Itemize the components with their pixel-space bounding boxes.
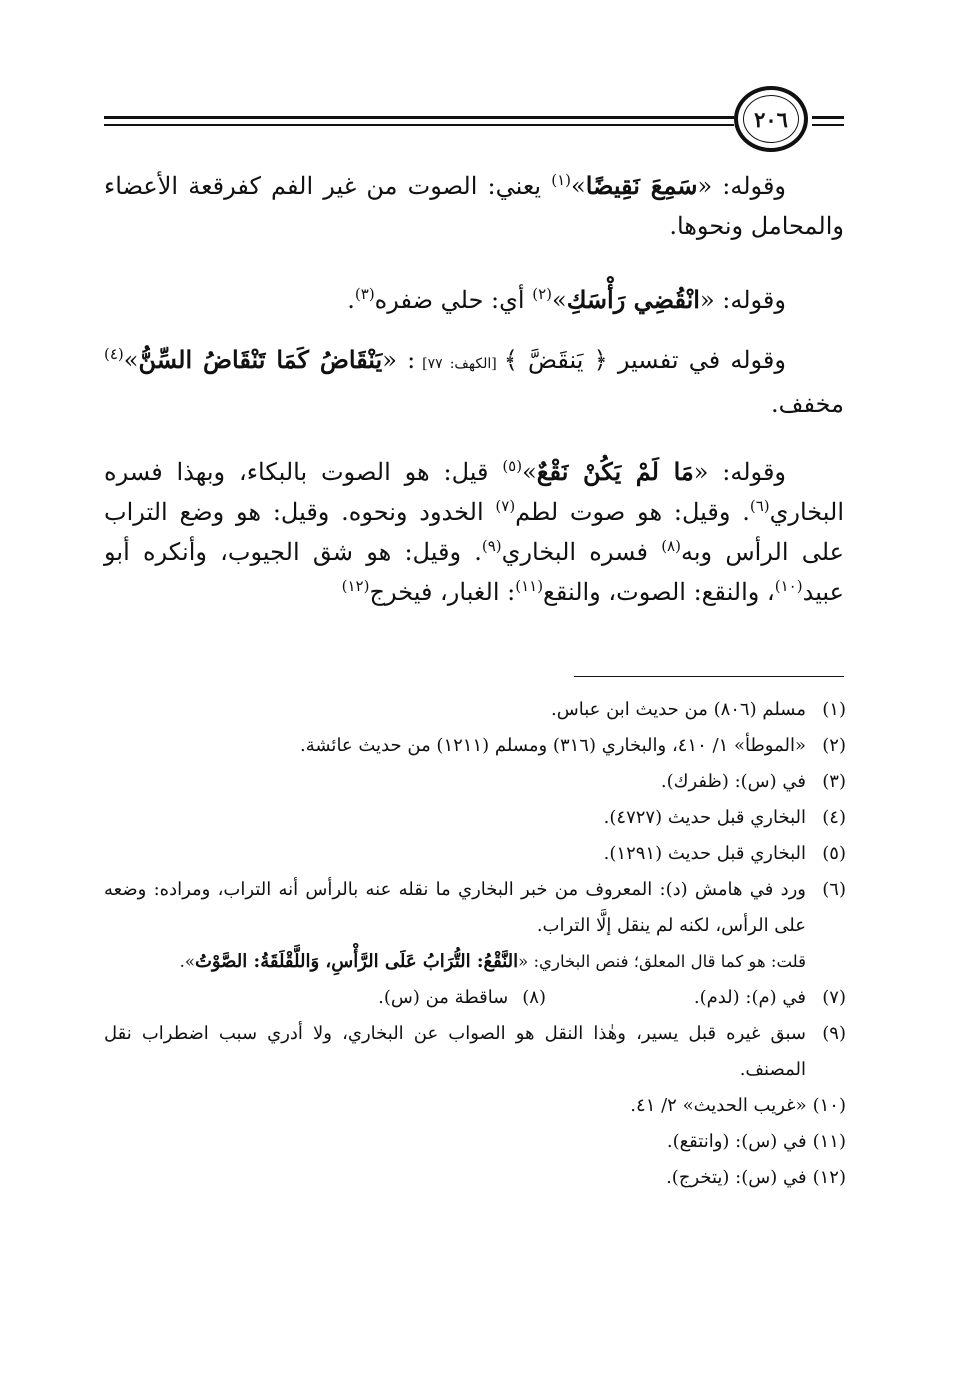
footnote-ref-3[interactable]: (٣) — [354, 285, 375, 303]
footnotes-section — [104, 692, 846, 1196]
p4-s1: قيل: هو الصوت بالبكاء، وبهذا فسره البخاري — [104, 458, 845, 526]
footnote-text: البخاري قبل حديث (١٢٩١). — [603, 843, 806, 864]
footnote-6-note-lead: قلت: هو كما قال المعلق؛ فنص البخاري: « — [518, 952, 806, 971]
p4-lead: وقوله: « — [693, 458, 787, 486]
footnote-6-text: ورد في هامش (د): المعروف من خبر البخاري ما نقله عنه بالرأس أنه التراب، ومراده: وضعه على الرأس، لكنه لم ينقل إلَّا التراب. — [104, 879, 806, 936]
p3-open: : « — [382, 346, 416, 374]
p4-s5: . وقيل: هو شق الجيوب، وأنكره أبو عبيد — [104, 538, 844, 606]
footnote-12 — [104, 1160, 846, 1196]
paragraph-3 — [104, 340, 844, 424]
p2-mid: أي: حلي ضفره — [374, 286, 533, 314]
p3-quote: يَنْقَاضُ كَمَا تَنْقَاضُ السِّنُّ — [138, 345, 383, 374]
footnote-7 — [546, 980, 846, 1016]
page-number: ٢٠٦ — [754, 106, 788, 132]
p3-end: مخفف. — [771, 390, 844, 418]
p3-verse: يَنقَضَّ — [517, 346, 594, 374]
p4-close: » — [522, 458, 537, 486]
footnote-number: (٣) — [822, 771, 846, 792]
p3-lead: وقوله في تفسير ﴿ — [593, 346, 786, 374]
footnote-text: «الموطأ» ١/ ٤١٠، والبخاري (٣١٦) ومسلم (١٢١١) من حديث عائشة. — [300, 735, 806, 756]
footnote-9 — [104, 1016, 846, 1088]
footnote-number: (١١) — [812, 1131, 846, 1152]
footnote-text: ساقطة من (س). — [378, 987, 509, 1008]
footnote-ref-6[interactable]: (٦) — [749, 497, 770, 515]
footnote-10 — [104, 1088, 846, 1124]
footnote-number: (٤) — [822, 807, 846, 828]
p3-verse-close: ﴾ — [503, 346, 518, 374]
footnote-1 — [104, 692, 846, 728]
footnote-number: (٦) — [822, 879, 846, 900]
paragraph-2 — [104, 280, 844, 320]
paragraph-1 — [104, 166, 844, 246]
footnote-text: «غريب الحديث» ٢/ ٤١. — [630, 1095, 807, 1116]
p4-s6: ، والنقع: الصوت، والنقع — [543, 578, 775, 606]
header-rule-right-thick — [812, 116, 844, 119]
footnote-text: في (م): (لدم). — [693, 987, 806, 1008]
footnote-8 — [378, 980, 546, 1016]
footnote-ref-1[interactable]: (١) — [551, 171, 571, 189]
footnote-ref-12[interactable]: (١٢) — [341, 577, 370, 595]
footnote-ref-4[interactable]: (٤) — [104, 345, 124, 363]
footnote-text — [104, 872, 806, 980]
p3-surah-ref: [الكهف: ٧٧] — [415, 356, 504, 372]
footnote-number: (٨) — [522, 987, 546, 1008]
footnote-ref-5[interactable]: (٥) — [502, 457, 523, 475]
footnote-text: في (س): (وانتقع). — [666, 1131, 807, 1152]
footnote-5 — [104, 836, 846, 872]
p4-s3: الخدود ونحوه. وقيل: هو وضع التراب على الرأس وبه — [104, 498, 844, 566]
footnote-2 — [104, 728, 846, 764]
footnote-ref-9[interactable]: (٩) — [481, 537, 502, 555]
footnote-number: (١٠) — [812, 1095, 846, 1116]
footnote-text: مسلم (٨٠٦) من حديث ابن عباس. — [551, 699, 806, 720]
footnote-number: (٢) — [822, 735, 846, 756]
p1-lead: وقوله: « — [697, 172, 787, 200]
footnote-ref-11[interactable]: (١١) — [515, 577, 544, 595]
footnote-number: (١٢) — [812, 1167, 846, 1188]
footnote-text: البخاري قبل حديث (٤٧٢٧). — [603, 807, 806, 828]
footnote-number: (٩) — [822, 1023, 846, 1044]
header-rule-right-thin — [812, 124, 844, 126]
p4-s7: : الغبار، فيخرج — [369, 578, 516, 606]
p4-s4: فسره البخاري — [501, 538, 662, 566]
footnote-text: في (س): (ظفرك). — [660, 771, 806, 792]
p1-close: » — [571, 172, 586, 200]
footnote-ref-10[interactable]: (١٠) — [774, 577, 803, 595]
footnote-number: (٧) — [822, 987, 846, 1008]
p2-end: . — [347, 286, 355, 314]
header-rule-thick — [104, 116, 734, 119]
footnote-ref-7[interactable]: (٧) — [495, 497, 516, 515]
footnote-ref-8[interactable]: (٨) — [661, 537, 681, 555]
p4-quote: مَا لَمْ يَكُنْ نَقْعٌ — [536, 457, 694, 486]
footnote-4 — [104, 800, 846, 836]
p2-lead: وقوله: « — [699, 286, 786, 314]
footnote-6-note-quote: النَّقْعُ: التُّرَابُ عَلَى الرَّأْسِ، وَاللَّقْلَقَةُ: الصَّوْتُ — [194, 951, 519, 972]
footnote-text: في (س): (يتخرج). — [666, 1167, 807, 1188]
p2-quote: انْقُضِي رَأْسَكِ — [566, 285, 700, 314]
footnote-ref-2[interactable]: (٢) — [532, 285, 552, 303]
footnote-6-note-close: ». — [179, 952, 195, 971]
footnote-11 — [104, 1124, 846, 1160]
p2-close: » — [552, 286, 567, 314]
footnote-number: (١) — [822, 699, 846, 720]
page-number-badge — [734, 86, 808, 152]
p1-rest: يعني: الصوت من غير الفم كفرقعة الأعضاء والمحامل ونحوها. — [104, 172, 844, 240]
footnote-6 — [104, 872, 846, 980]
footnote-number: (٥) — [822, 843, 846, 864]
paragraph-4 — [104, 452, 844, 612]
p4-s2: . وقيل: هو صوت لطم — [515, 498, 750, 526]
footnotes-7-8 — [104, 980, 846, 1016]
footnote-separator — [574, 676, 844, 677]
header-rule-thin — [104, 124, 734, 126]
footnote-text: سبق غيره قبل يسير، وهٰذا النقل هو الصواب عن البخاري، ولا أدري سبب اضطراب نقل المصنف. — [104, 1023, 806, 1080]
footnote-3 — [104, 764, 846, 800]
p1-quote: سَمِعَ نَقِيضًا — [585, 171, 698, 200]
p3-close: » — [123, 346, 139, 374]
